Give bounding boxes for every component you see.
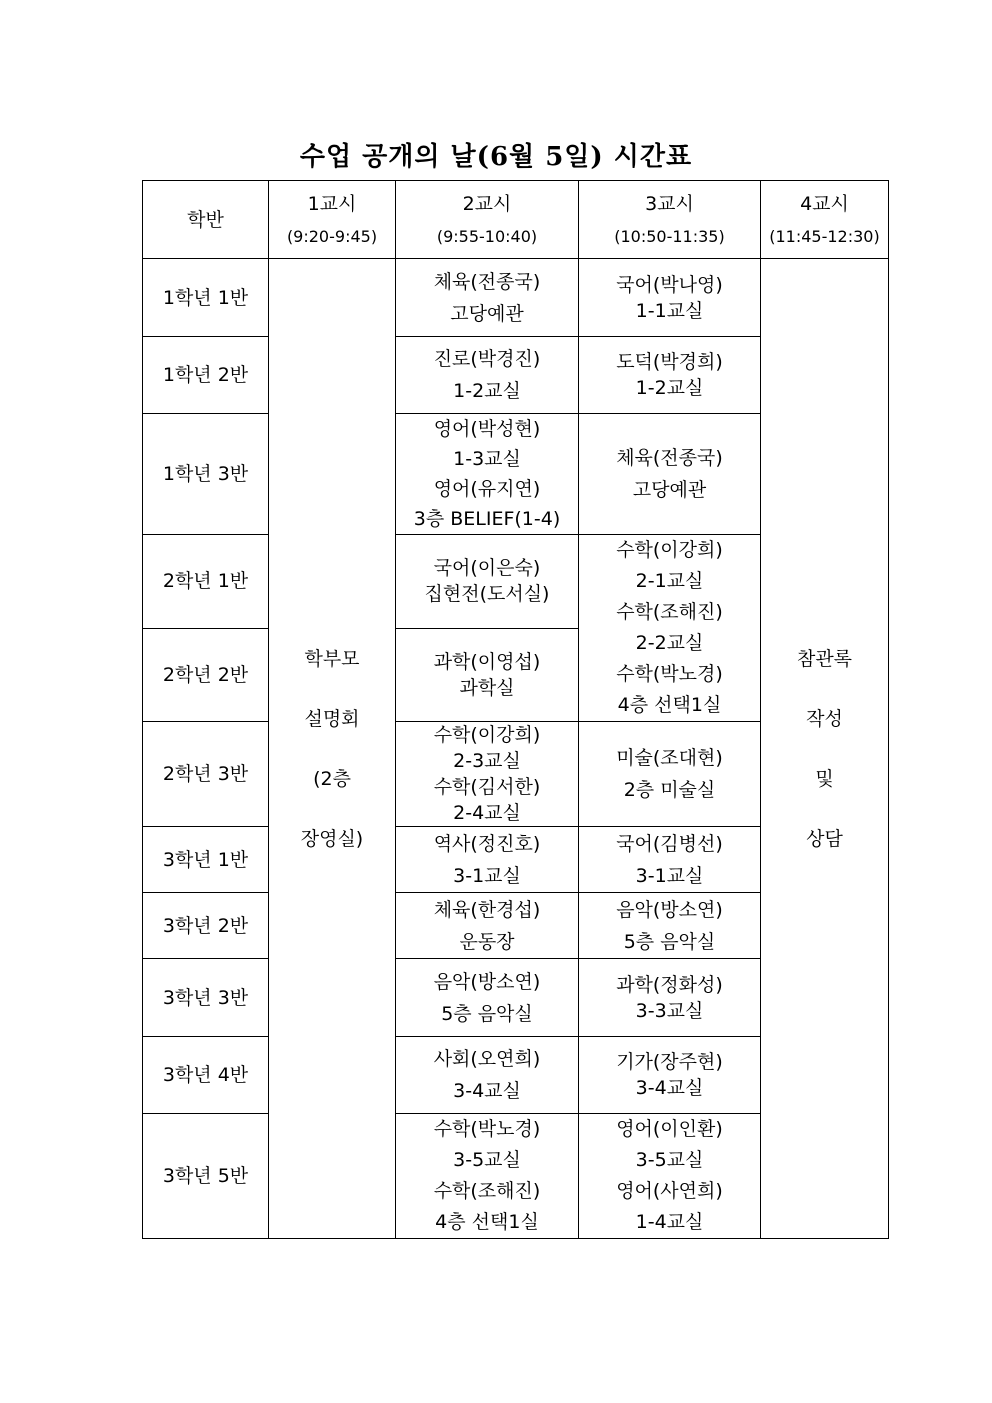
period-time: (10:50-11:35) [614,226,725,246]
cell-line: 장영실) [300,827,364,850]
period3-cell [579,337,761,414]
cell-line: 국어(김병선) [616,832,723,855]
cell-line: 2-4교실 [453,802,521,824]
class-cell: 3학년 3반 [143,959,269,1037]
cell-line: 설명회 [304,707,360,730]
period3-cell [579,827,761,893]
cell-line: 역사(정진호) [433,832,541,855]
cell-line: 집현전(도서실) [424,583,550,606]
cell-line: 3-3교실 [635,999,704,1022]
period2-cell [396,722,579,827]
cell-line: 수학(이강희) [433,724,541,746]
cell-line: 영어(이인환) [616,1118,723,1140]
class-cell: 2학년 3반 [143,722,269,827]
cell-line: 도덕(박경희) [616,351,723,373]
period3-cell [579,959,761,1037]
cell-line: 체육(한경섭) [433,898,541,921]
period3-cell [579,893,761,959]
header-row [143,181,889,259]
cell-line: (2층 [313,767,351,790]
class-cell: 3학년 5반 [143,1114,269,1239]
cell-line: 수학(이강희) [616,539,723,561]
cell-line: 3-1교실 [453,864,521,887]
class-cell: 1학년 3반 [143,414,269,535]
timetable [142,180,889,1239]
cell-line: 1-1교실 [635,299,704,322]
cell-line: 수학(김서한) [433,776,541,798]
cell-line: 국어(박나영) [616,273,723,296]
cell-line: 3-5교실 [635,1149,704,1171]
class-cell: 3학년 1반 [143,827,269,893]
cell-line: 1-3교실 [453,448,521,470]
cell-line: 5층 음악실 [441,1002,533,1025]
header-period-3 [579,181,761,259]
cell-line: 4층 선택1실 [617,694,722,716]
class-cell: 1학년 1반 [143,259,269,337]
cell-line: 체육(전종국) [616,447,723,469]
period2-cell [396,1037,579,1114]
header-class: 학반 [143,181,269,259]
period-time: (9:20-9:45) [286,226,378,246]
cell-line: 미술(조대현) [616,747,723,769]
cell-line: 체육(전종국) [433,270,541,293]
period-label: 4교시 [800,192,849,215]
cell-line: 학부모 [304,647,360,670]
cell-line: 영어(박성현) [433,418,541,440]
period3-cell [579,1114,761,1239]
period3-cell [579,1037,761,1114]
period2-cell [396,535,579,629]
cell-line: 운동장 [459,930,515,953]
period2-cell [396,628,579,722]
period3-cell [579,722,761,827]
period1-merged-cell [269,259,396,1239]
period3-cell [579,259,761,337]
period3-cell [579,414,761,535]
period2-cell [396,893,579,959]
cell-line: 수학(조해진) [433,1180,541,1202]
cell-line: 음악(방소연) [616,898,723,921]
cell-line: 수학(박노경) [616,663,723,685]
period2-cell [396,259,579,337]
cell-line: 수학(조해진) [616,601,723,623]
class-cell: 3학년 4반 [143,1037,269,1114]
period-time: (9:55-10:40) [436,226,538,246]
cell-line: 국어(이은숙) [433,557,541,580]
period3-merged-cell [579,535,761,722]
cell-line: 음악(방소연) [433,970,541,993]
cell-line: 3-4교실 [453,1080,521,1102]
cell-line: 2-3교실 [453,750,521,772]
period4-merged-cell [761,259,889,1239]
period2-cell [396,1114,579,1239]
header-period-2 [396,181,579,259]
cell-line: 과학(이영섭) [433,650,541,673]
header-period-4 [761,181,889,259]
header-period-1 [269,181,396,259]
cell-line: 5층 음악실 [623,930,716,953]
period-label: 2교시 [462,192,512,215]
period2-cell [396,959,579,1037]
cell-line: 4층 선택1실 [435,1211,539,1233]
cell-line: 3층 BELIEF(1-4) [413,508,561,530]
class-cell: 3학년 2반 [143,893,269,959]
cell-line: 고당예관 [632,479,707,501]
cell-line: 과학실 [459,676,515,699]
period2-cell [396,414,579,535]
period-label: 3교시 [645,192,694,215]
cell-line: 상담 [806,827,843,850]
class-cell: 2학년 1반 [143,535,269,629]
cell-line: 1-4교실 [635,1211,704,1233]
period-time: (11:45-12:30) [769,226,880,246]
cell-line: 2-2교실 [635,632,704,654]
cell-line: 2-1교실 [635,570,704,592]
table-row [143,259,889,337]
page-title: 수업 공개의 날(6월 5일) 시간표 [299,142,693,172]
cell-line: 2층 미술실 [623,779,716,801]
cell-line: 과학(정화성) [616,973,723,996]
cell-line: 3-5교실 [453,1149,521,1171]
class-cell: 1학년 2반 [143,337,269,414]
cell-line: 3-1교실 [635,864,704,887]
class-cell: 2학년 2반 [143,628,269,722]
cell-line: 영어(유지연) [433,478,541,500]
cell-line: 3-4교실 [635,1077,704,1099]
cell-line: 기가(장주현) [616,1051,723,1073]
cell-line: 진로(박경진) [433,348,541,370]
cell-line: 1-2교실 [635,377,704,399]
cell-line: 영어(사연희) [616,1180,723,1202]
cell-line: 수학(박노경) [433,1118,541,1140]
period2-cell [396,337,579,414]
period2-cell [396,827,579,893]
cell-line: 참관록 [796,647,853,670]
cell-line: 고당예관 [450,302,524,325]
cell-line: 사회(오연희) [433,1048,541,1070]
cell-line: 1-2교실 [453,380,521,402]
period-label: 1교시 [307,192,357,215]
cell-line: 및 [815,767,834,790]
cell-line: 작성 [806,707,843,730]
